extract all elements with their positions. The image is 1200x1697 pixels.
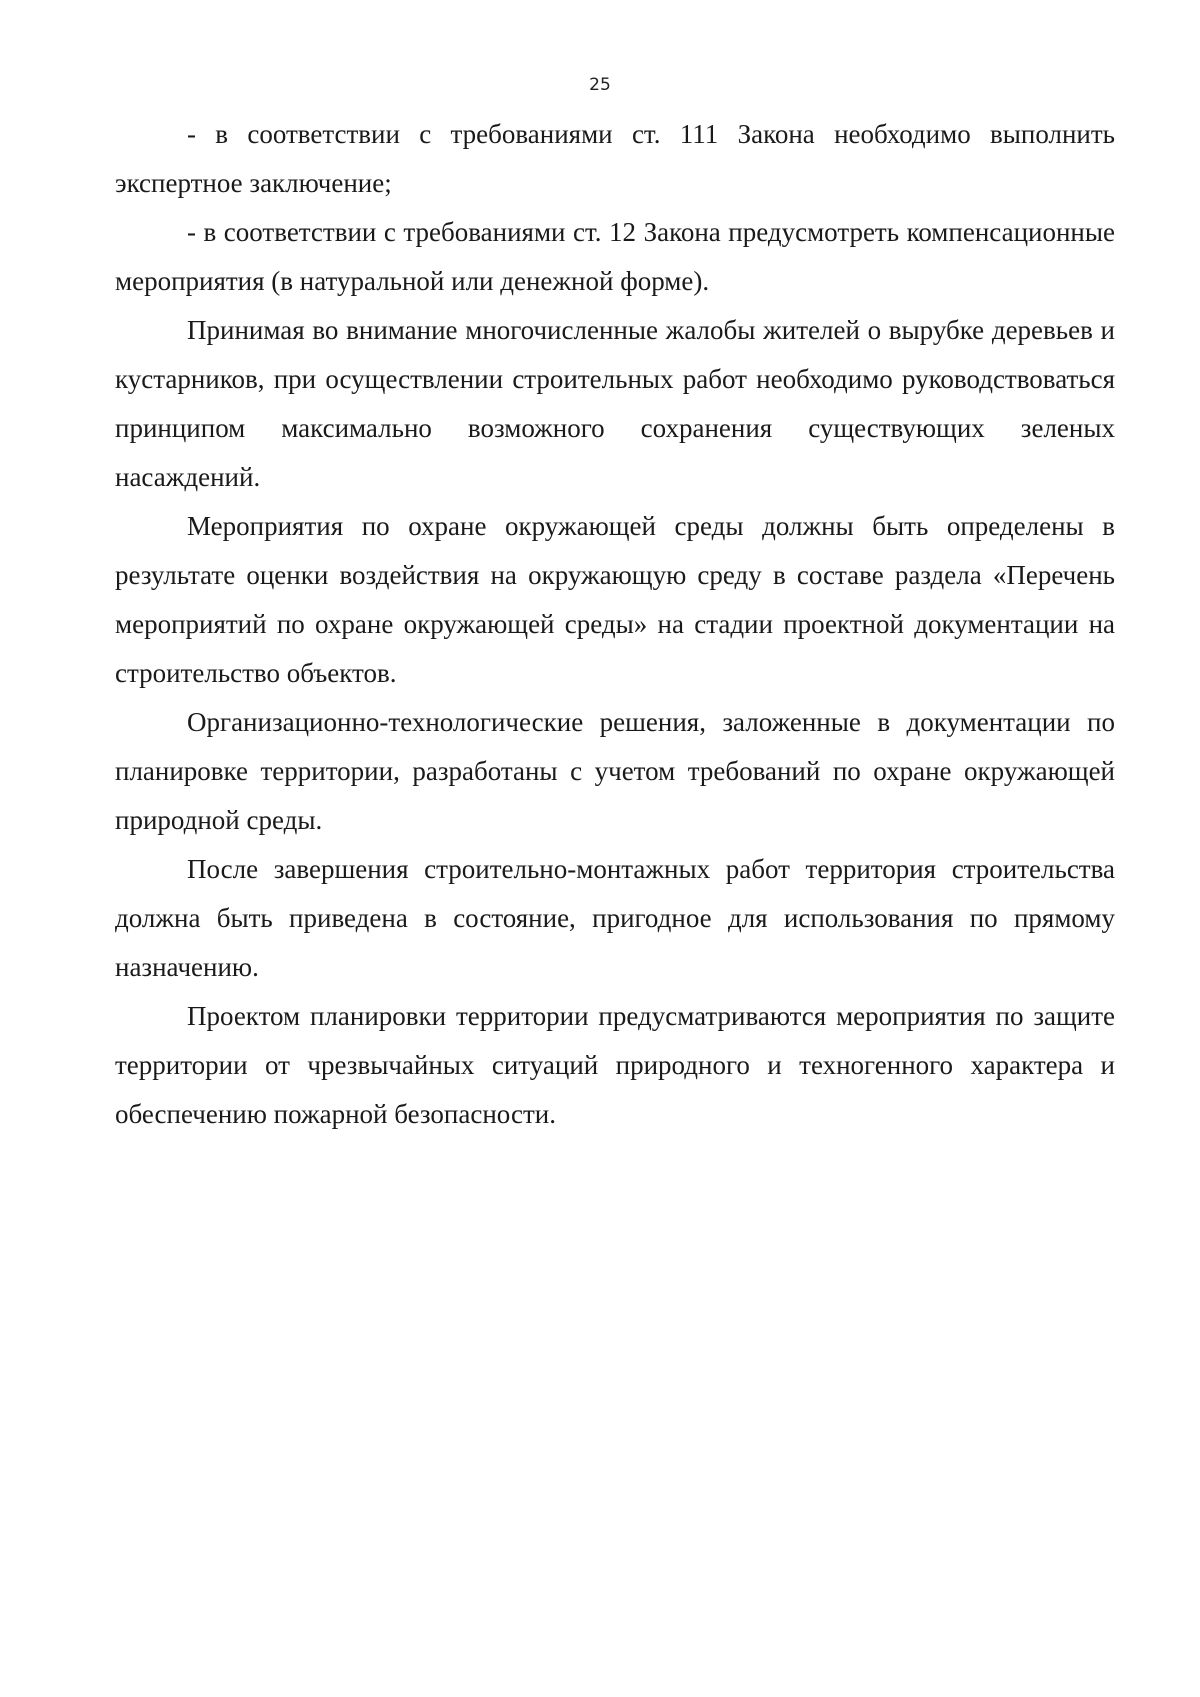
paragraph-organizational-solutions: Организационно-технологические решения, заложенные в документации по планировке территории, разработаны с учетом требований по охране окружающей природной среды.	[115, 707, 1115, 835]
page-number: 25	[589, 75, 611, 95]
paragraph-territory-restoration: После завершения строительно-монтажных работ территория строительства должна быть приведена в состояние, пригодное для использования по прямому назначению.	[115, 854, 1115, 982]
paragraph-expert-conclusion: - в соответствии с требованиями ст. 111 Закона необходимо выполнить экспертное заключение;	[115, 119, 1115, 198]
paragraph-green-spaces: Принимая во внимание многочисленные жалобы жителей о вырубке деревьев и кустарников, при осуществлении строительных работ необходимо руководствоваться принципом максимально возможного сохранения существующих зеленых насаждений.	[115, 315, 1115, 492]
paragraph-environmental-measures: Мероприятия по охране окружающей среды должны быть определены в результате оценки воздействия на окружающую среду в составе раздела «Перечень мероприятий по охране окружающей среды» на стадии проектной документации на строительство объектов.	[115, 511, 1115, 688]
paragraph-emergency-protection: Проектом планировки территории предусматриваются мероприятия по защите территории от чрезвычайных ситуаций природного и техногенного характера и обеспечению пожарной безопасности.	[115, 1001, 1115, 1129]
paragraph-compensation-measures: - в соответствии с требованиями ст. 12 Закона предусмотреть компенсационные мероприятия (в натуральной или денежной форме).	[115, 217, 1115, 296]
document-body	[115, 110, 1115, 1139]
